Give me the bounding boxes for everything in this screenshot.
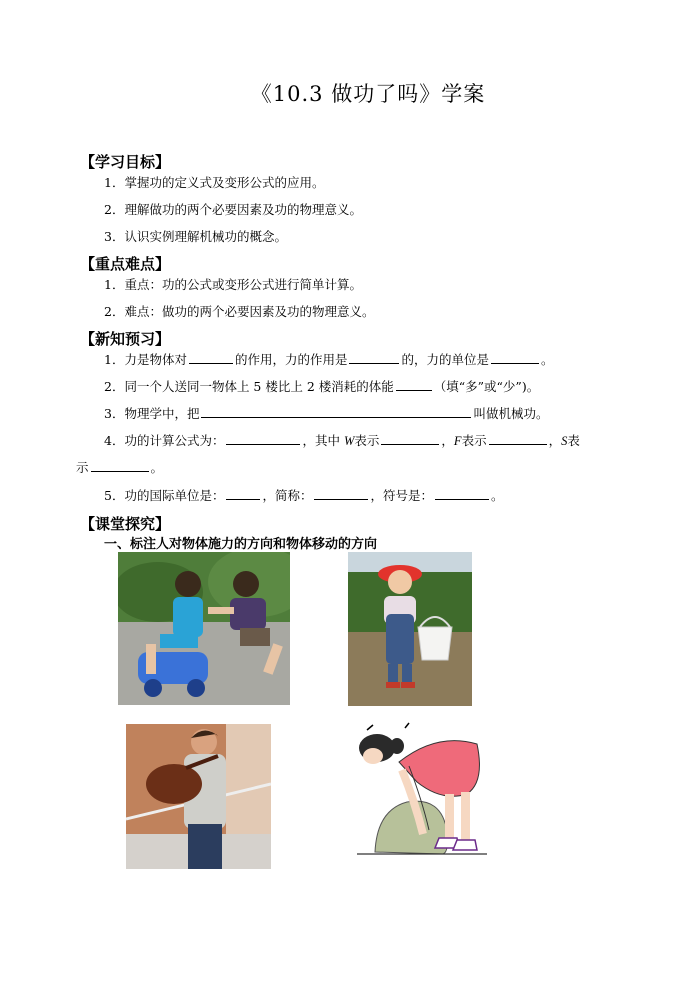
section-heading-preview: 【新知预习】 (80, 330, 171, 348)
section-heading-explore: 【课堂探究】 (80, 515, 171, 533)
key-item: 2．难点：做功的两个必要因素及功的物理意义。 (104, 304, 375, 319)
blank-field[interactable] (189, 351, 233, 364)
preview-q3: 3．物理学中，把 叫做机械功。 (104, 406, 549, 421)
section-heading-goals: 【学习目标】 (80, 153, 171, 171)
preview-q4-cont: 示 。 (76, 460, 164, 475)
key-item: 1．重点：功的公式或变形公式进行简单计算。 (104, 277, 362, 292)
blank-field[interactable] (314, 487, 368, 500)
section-heading-key: 【重点难点】 (80, 255, 171, 273)
child-carrying-bucket-photo (348, 552, 472, 706)
goal-item: 3．认识实例理解机械功的概念。 (104, 229, 287, 244)
blank-field[interactable] (435, 487, 489, 500)
page-title: 《10.3 做功了吗》学案 (250, 82, 486, 106)
blank-field[interactable] (396, 378, 432, 391)
explore-subheading: 一、标注人对物体施力的方向和物体移动的方向 (104, 537, 378, 552)
blank-field[interactable] (91, 459, 149, 472)
preview-q2: 2．同一个人送同一物体上 5 楼比上 2 楼消耗的体能 （填“多”或“少”)。 (104, 379, 540, 394)
blank-field[interactable] (381, 432, 439, 445)
goal-item: 1．掌握功的定义式及变形公式的应用。 (104, 175, 325, 190)
blank-field[interactable] (201, 405, 471, 418)
boy-pushing-toy-car-photo (118, 552, 290, 705)
blank-field[interactable] (349, 351, 399, 364)
woman-lifting-rock-illustration (347, 722, 493, 860)
preview-q1: 1．力是物体对 的作用，力的作用是 的，力的单位是 。 (104, 352, 554, 367)
man-carrying-bag-upstairs-photo (126, 724, 271, 869)
goal-item: 2．理解做功的两个必要因素及功的物理意义。 (104, 202, 362, 217)
blank-field[interactable] (489, 432, 547, 445)
blank-field[interactable] (226, 432, 300, 445)
blank-field[interactable] (226, 487, 260, 500)
preview-q4: 4．功的计算公式为： ，其中 W表示 ，F表示 ，S表 (104, 433, 580, 448)
blank-field[interactable] (491, 351, 539, 364)
preview-q5: 5．功的国际单位是： ，简称： ，符号是： 。 (104, 488, 504, 503)
